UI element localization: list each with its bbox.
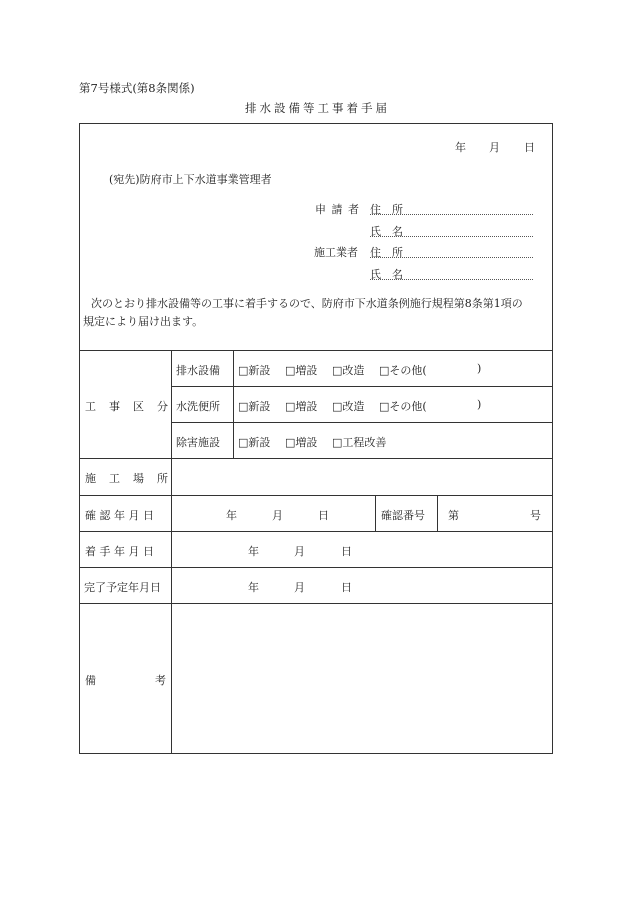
row-divider bbox=[79, 350, 552, 351]
start-day: 日 bbox=[341, 545, 352, 558]
applicant-address-field[interactable] bbox=[370, 214, 533, 215]
column-divider bbox=[171, 350, 172, 753]
contractor-address-field[interactable] bbox=[370, 257, 533, 258]
start-year: 年 bbox=[248, 545, 259, 558]
row-divider bbox=[172, 386, 552, 387]
confirmation-number-suffix: 号 bbox=[530, 509, 541, 522]
date-day: 日 bbox=[524, 141, 535, 154]
confirmation-year: 年 bbox=[226, 509, 237, 522]
confirmation-month: 月 bbox=[272, 509, 283, 522]
remarks-label-right: 考 bbox=[155, 674, 166, 687]
completion-month: 月 bbox=[294, 581, 305, 594]
addressee: (宛先)防府市上下水道事業管理者 bbox=[109, 173, 272, 186]
confirmation-number-label: 確認番号 bbox=[381, 509, 425, 522]
option-expand[interactable]: □増設 bbox=[285, 400, 318, 413]
row-divider bbox=[79, 603, 552, 604]
option-other[interactable]: □その他( bbox=[379, 364, 427, 377]
contractor-label: 施工業者 bbox=[314, 246, 358, 259]
statement-line-2: 規定により届け出ます。 bbox=[83, 315, 204, 328]
applicant-name-field[interactable] bbox=[370, 236, 533, 237]
completion-date-label: 完了予定年月日 bbox=[84, 581, 161, 594]
category-name-toilet: 水洗便所 bbox=[176, 400, 220, 413]
option-modify[interactable]: □改造 bbox=[332, 400, 365, 413]
option-expand[interactable]: □増設 bbox=[285, 436, 318, 449]
site-label: 施 工 場 所 bbox=[85, 472, 169, 485]
form-number: 第7号様式(第8条関係) bbox=[79, 81, 195, 95]
work-category-label: 工 事 区 分 bbox=[85, 400, 169, 413]
date-year: 年 bbox=[455, 141, 466, 154]
column-divider bbox=[233, 350, 234, 458]
page-title: 排水設備等工事着手届 bbox=[245, 101, 390, 115]
start-month: 月 bbox=[294, 545, 305, 558]
column-divider bbox=[375, 495, 376, 531]
row-divider bbox=[172, 422, 552, 423]
row-divider bbox=[79, 495, 552, 496]
option-other-close: ) bbox=[477, 398, 482, 411]
applicant-label: 申 請 者 bbox=[315, 203, 360, 216]
applicant-address-label: 住 所 bbox=[370, 203, 403, 216]
option-new[interactable]: □新設 bbox=[238, 436, 271, 449]
start-date-label: 着 手 年 月 日 bbox=[85, 545, 154, 558]
category-name-drainage: 排水設備 bbox=[176, 364, 220, 377]
column-divider bbox=[437, 495, 438, 531]
completion-day: 日 bbox=[341, 581, 352, 594]
option-expand[interactable]: □増設 bbox=[285, 364, 318, 377]
applicant-name-label: 氏 名 bbox=[370, 225, 403, 238]
contractor-address-label: 住 所 bbox=[370, 246, 403, 259]
option-modify[interactable]: □改造 bbox=[332, 364, 365, 377]
contractor-name-label: 氏 名 bbox=[370, 268, 403, 281]
confirmation-day: 日 bbox=[318, 509, 329, 522]
site-field[interactable] bbox=[176, 470, 546, 484]
option-new[interactable]: □新設 bbox=[238, 364, 271, 377]
remarks-label-left: 備 bbox=[85, 674, 96, 687]
confirmation-date-label: 確 認 年 月 日 bbox=[85, 509, 154, 522]
option-new[interactable]: □新設 bbox=[238, 400, 271, 413]
option-process-improvement[interactable]: □工程改善 bbox=[332, 436, 387, 449]
row-divider bbox=[79, 458, 552, 459]
completion-year: 年 bbox=[248, 581, 259, 594]
statement-line-1: 次のとおり排水設備等の工事に着手するので、防府市下水道条例施行規程第8条第1項の bbox=[91, 297, 523, 310]
option-other-close: ) bbox=[477, 362, 482, 375]
confirmation-number-prefix: 第 bbox=[448, 509, 459, 522]
remarks-field[interactable] bbox=[176, 610, 546, 746]
contractor-name-field[interactable] bbox=[370, 279, 533, 280]
category-name-treatment: 除害施設 bbox=[176, 436, 220, 449]
row-divider bbox=[79, 531, 552, 532]
row-divider bbox=[79, 567, 552, 568]
option-other[interactable]: □その他( bbox=[379, 400, 427, 413]
date-month: 月 bbox=[489, 141, 500, 154]
